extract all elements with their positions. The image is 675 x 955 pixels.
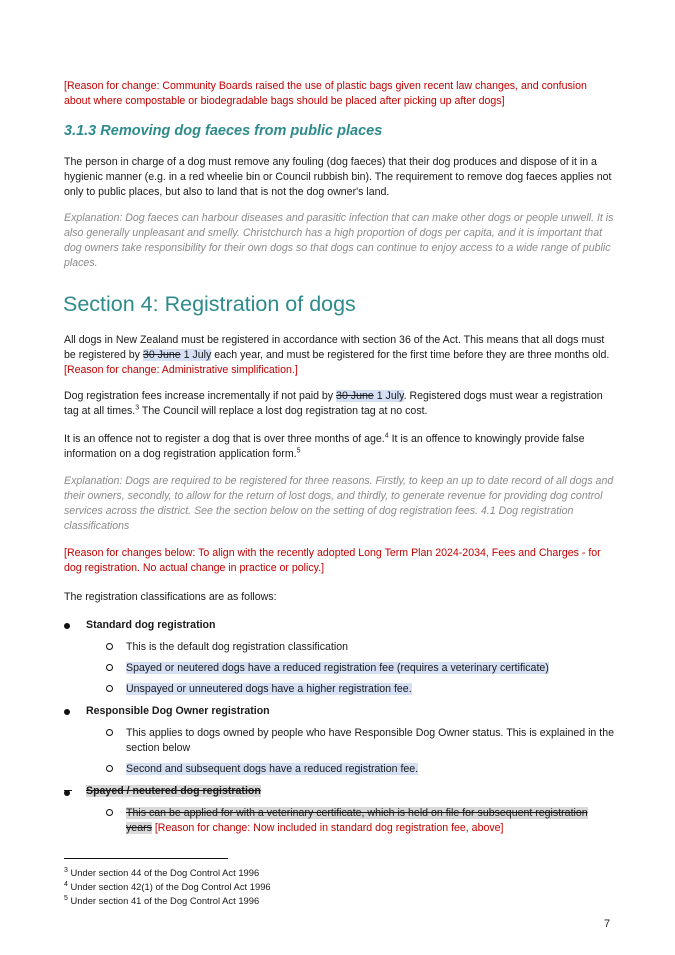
bullet-dot [64,709,70,715]
footnote-text: Under section 44 of the Dog Control Act 1996 [67,867,260,878]
strike-mark [64,790,72,791]
footnote-5 [64,894,259,907]
page-number: 7 [604,918,611,930]
para2-deleted-date: 30 June [336,390,374,402]
para3-text2: It is an offence to knowingly provide false information on a dog registration application form. [64,433,585,460]
footnote-ref-3[interactable]: 3 [135,404,140,412]
subsection-heading: 3.1.3 Removing dog faeces from public places [64,123,383,139]
sub-bullet-circle [106,685,113,692]
footnote-ref-5[interactable]: 5 [296,447,301,455]
sub-item: This applies to dogs owned by people who have Responsible Dog Owner status. This is explained in the section below [126,727,614,754]
footnote-text: Under section 41 of the Dog Control Act 1996 [67,895,260,906]
sub-item [126,806,616,836]
bullet-dot [64,623,70,629]
sub-bullet-circle [106,765,113,772]
para2-text-after: . Registered dogs must wear a registration tag at all times. [64,390,603,417]
sub-item-inserted: Unspayed or unneutered dogs have a higher registration fee. [126,683,412,695]
sub-item-inserted: Second and subsequent dogs have a reduced registration fee. [126,763,419,775]
sub-bullet-circle [106,809,113,816]
intro-reason: [Reason for change: Community Boards raised the use of plastic bags given recent law changes, and confusion about where compostable or biodegradable bags should be placed after picking up after dogs] [64,80,587,107]
list-item-responsible-owner: Responsible Dog Owner registration [86,705,270,717]
sub-bullet-circle [106,643,113,650]
registration-explanation: Explanation: Dogs are required to be registered for three reasons. Firstly, to keep an up to date record of all dogs and their owners, secondly, to allow for the return of lost dogs, and thirdly, to generate revenue for providing dog control services across the district. See the section below on the setting of dog registration fees. 4.1 Dog registration classifications [64,475,614,532]
classifications-intro: The registration classifications are as follows: [64,591,277,603]
para2-inserted-date: 1 July [373,390,404,402]
para1-deleted-date: 30 June [142,349,181,361]
footnote-number: 3 [64,866,68,874]
sub-bullet-circle [106,664,113,671]
registration-paragraph-3 [64,432,616,462]
sub-item: This is the default dog registration classification [126,641,348,653]
footnote-separator [64,858,228,859]
deleted-heading: Spayed / neutered dog registration [86,785,261,797]
faeces-explanation: Explanation: Dog faeces can harbour diseases and parasitic infection that can make other dogs or people unwell. It is also generally unpleasant and smelly. Christchurch has a high proportion of dogs per capita, and it is important that dog owners take responsibility for their own dogs so that dogs can continue to enjoy access to a wide range of public places. [64,212,614,269]
deleted-text: This can be applied for with a veterinary certificate, which is held on file for subsequent registration years [126,807,588,834]
footnote-number: 5 [64,894,68,902]
footnote-ref-4[interactable]: 4 [384,432,389,440]
para1-text-after: each year, and must be registered for the first time before they are three months old. [211,349,610,361]
para2-text-end: The Council will replace a lost dog registration tag at no cost. [139,405,428,417]
para3-text1: It is an offence not to register a dog that is over three months of age. [64,433,385,445]
sub-item [126,661,616,676]
list-item-standard: Standard dog registration [86,619,216,631]
list-item-spayed-deleted [86,784,261,799]
faeces-paragraph: The person in charge of a dog must remove any fouling (dog faeces) that their dog produces and dispose of it in a hygienic manner (e.g. in a red wheelie bin or Council rubbish bin). The requirement to remove dog faeces applies not only to public places, but also to land that is not the dog owner's land. [64,156,612,198]
registration-reason: [Reason for changes below: To align with the recently adopted Long Term Plan 2024-2034, Fees and Charges - for dog registration. No actual change in practice or policy.] [64,547,601,574]
registration-paragraph-1 [64,333,616,378]
footnote-text: Under section 42(1) of the Dog Control Act 1996 [67,881,271,892]
footnote-3 [64,866,259,879]
sub-item [126,682,616,697]
para1-text: All dogs in New Zealand must be registered in accordance with section 36 of the Act. This means that all dogs must be registered by [64,334,605,361]
section-heading: Section 4: Registration of dogs [63,292,356,316]
sub-bullet-circle [106,729,113,736]
registration-paragraph-2 [64,389,616,419]
deleted-reason: [Reason for change: Now included in standard dog registration fee, above] [151,822,504,834]
sub-item [126,762,616,777]
footnote-4 [64,880,271,893]
para1-reason: [Reason for change: Administrative simplification.] [64,364,298,376]
footnote-number: 4 [64,880,68,888]
para2-text: Dog registration fees increase incrementally if not paid by [64,390,337,402]
para1-inserted-date: 1 July [180,349,212,361]
sub-item-inserted: Spayed or neutered dogs have a reduced registration fee (requires a veterinary certificate) [126,662,549,674]
